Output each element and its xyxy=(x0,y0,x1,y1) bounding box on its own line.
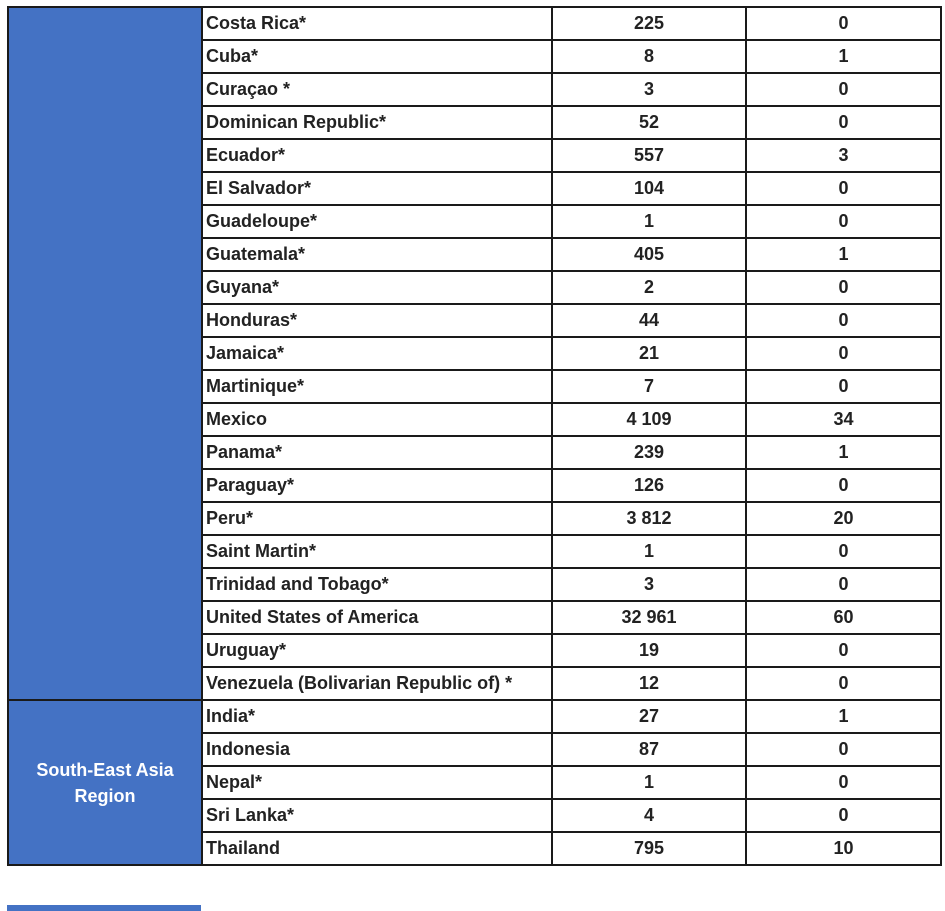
cases-cell: 21 xyxy=(552,337,746,370)
deaths-cell: 1 xyxy=(746,436,941,469)
deaths-cell: 1 xyxy=(746,40,941,73)
country-cell: Costa Rica* xyxy=(202,7,552,40)
country-data-table xyxy=(7,6,942,866)
cases-cell: 4 xyxy=(552,799,746,832)
deaths-cell: 0 xyxy=(746,733,941,766)
country-cell: Ecuador* xyxy=(202,139,552,172)
cases-cell: 557 xyxy=(552,139,746,172)
country-cell: Uruguay* xyxy=(202,634,552,667)
deaths-cell: 0 xyxy=(746,205,941,238)
country-cell: Trinidad and Tobago* xyxy=(202,568,552,601)
deaths-cell: 3 xyxy=(746,139,941,172)
cases-cell: 1 xyxy=(552,535,746,568)
country-cell: Saint Martin* xyxy=(202,535,552,568)
deaths-cell: 34 xyxy=(746,403,941,436)
cases-cell: 1 xyxy=(552,205,746,238)
region-name-cell xyxy=(8,700,202,865)
deaths-cell: 0 xyxy=(746,370,941,403)
deaths-cell: 0 xyxy=(746,535,941,568)
country-cell: Cuba* xyxy=(202,40,552,73)
cases-cell: 8 xyxy=(552,40,746,73)
country-cell: Nepal* xyxy=(202,766,552,799)
deaths-cell: 0 xyxy=(746,7,941,40)
region-name-cell xyxy=(8,7,202,700)
country-cell: Venezuela (Bolivarian Republic of) * xyxy=(202,667,552,700)
table-body xyxy=(8,7,941,865)
cases-cell: 27 xyxy=(552,700,746,733)
cases-cell: 32 961 xyxy=(552,601,746,634)
region-name: South-East Asia Region xyxy=(36,759,174,806)
cases-cell: 12 xyxy=(552,667,746,700)
country-cell: Panama* xyxy=(202,436,552,469)
country-cell: Martinique* xyxy=(202,370,552,403)
cases-cell: 225 xyxy=(552,7,746,40)
deaths-cell: 60 xyxy=(746,601,941,634)
table-row xyxy=(8,700,941,733)
country-cell: India* xyxy=(202,700,552,733)
country-cell: Sri Lanka* xyxy=(202,799,552,832)
cases-cell: 104 xyxy=(552,172,746,205)
country-cell: Guyana* xyxy=(202,271,552,304)
deaths-cell: 0 xyxy=(746,106,941,139)
country-cell: Honduras* xyxy=(202,304,552,337)
next-region-cell-top xyxy=(7,905,201,911)
deaths-cell: 0 xyxy=(746,634,941,667)
cases-cell: 19 xyxy=(552,634,746,667)
cases-cell: 52 xyxy=(552,106,746,139)
deaths-cell: 0 xyxy=(746,271,941,304)
cases-cell: 87 xyxy=(552,733,746,766)
cases-cell: 126 xyxy=(552,469,746,502)
deaths-cell: 0 xyxy=(746,73,941,106)
country-cell: Guatemala* xyxy=(202,238,552,271)
cases-cell: 3 xyxy=(552,568,746,601)
deaths-cell: 0 xyxy=(746,337,941,370)
cases-cell: 2 xyxy=(552,271,746,304)
country-cell: United States of America xyxy=(202,601,552,634)
deaths-cell: 0 xyxy=(746,172,941,205)
deaths-cell: 0 xyxy=(746,304,941,337)
deaths-cell: 1 xyxy=(746,238,941,271)
deaths-cell: 0 xyxy=(746,568,941,601)
deaths-cell: 0 xyxy=(746,469,941,502)
country-cell: Dominican Republic* xyxy=(202,106,552,139)
cases-cell: 3 xyxy=(552,73,746,106)
cases-cell: 1 xyxy=(552,766,746,799)
country-cell: Guadeloupe* xyxy=(202,205,552,238)
cases-cell: 4 109 xyxy=(552,403,746,436)
cases-cell: 3 812 xyxy=(552,502,746,535)
deaths-cell: 0 xyxy=(746,799,941,832)
country-cell: Mexico xyxy=(202,403,552,436)
country-cell: Peru* xyxy=(202,502,552,535)
deaths-cell: 0 xyxy=(746,667,941,700)
country-cell: El Salvador* xyxy=(202,172,552,205)
deaths-cell: 10 xyxy=(746,832,941,865)
country-cell: Curaçao * xyxy=(202,73,552,106)
cases-cell: 405 xyxy=(552,238,746,271)
country-cell: Jamaica* xyxy=(202,337,552,370)
deaths-cell: 20 xyxy=(746,502,941,535)
cases-cell: 239 xyxy=(552,436,746,469)
deaths-cell: 0 xyxy=(746,766,941,799)
cases-cell: 795 xyxy=(552,832,746,865)
cases-cell: 7 xyxy=(552,370,746,403)
deaths-cell: 1 xyxy=(746,700,941,733)
country-cell: Indonesia xyxy=(202,733,552,766)
table-row xyxy=(8,7,941,40)
country-cell: Thailand xyxy=(202,832,552,865)
country-cell: Paraguay* xyxy=(202,469,552,502)
cases-cell: 44 xyxy=(552,304,746,337)
